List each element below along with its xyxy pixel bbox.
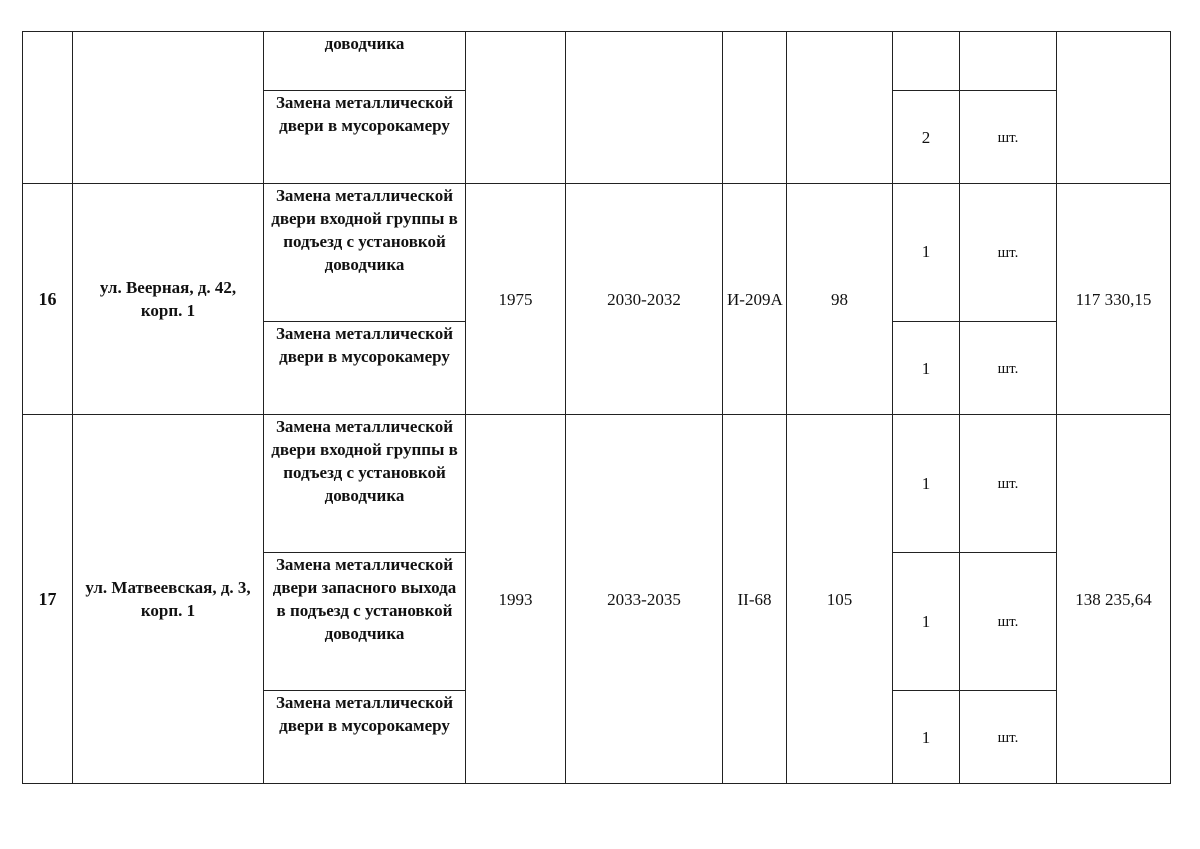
work-cell: Замена металлической двери входной группы в подъезд с установкой доводчика (264, 184, 466, 322)
qty-cell: 1 (893, 691, 960, 784)
unit-label: шт. (997, 129, 1019, 146)
qty-cell (893, 32, 960, 91)
work-cell: доводчика (264, 32, 466, 91)
table-row (23, 415, 1171, 553)
qty-cell: 1 (893, 322, 960, 415)
row-number-cell: 17 (23, 415, 73, 784)
unit-cell (960, 415, 1057, 553)
series-cell: И-209А (723, 184, 787, 415)
qty-cell: 1 (893, 415, 960, 553)
series-cell: II-68 (723, 415, 787, 784)
unit-cell (960, 32, 1057, 91)
unit-label: шт. (997, 729, 1019, 746)
cost-cell (1057, 32, 1171, 184)
repair-table (22, 31, 1171, 784)
cost-cell: 117 330,15 (1057, 184, 1171, 415)
year-cell: 1993 (466, 415, 566, 784)
unit-cell (960, 184, 1057, 322)
unit-cell (960, 691, 1057, 784)
work-cell: Замена металлической двери запасного выхода в подъезд с установкой доводчика (264, 553, 466, 691)
address-cell: ул. Матвеевская, д. 3, корп. 1 (73, 415, 264, 784)
unit-label: шт. (997, 245, 1019, 261)
year-cell (466, 32, 566, 184)
unit-cell (960, 322, 1057, 415)
period-cell: 2033-2035 (566, 415, 723, 784)
qty-cell: 1 (893, 184, 960, 322)
table-row (23, 32, 1171, 91)
row-number-cell: 16 (23, 184, 73, 415)
unit-label: шт. (997, 476, 1019, 492)
apartments-cell: 105 (787, 415, 893, 784)
period-cell (566, 32, 723, 184)
work-cell: Замена металлической двери в мусорокамеру (264, 91, 466, 184)
work-cell: Замена металлической двери в мусорокамеру (264, 691, 466, 784)
unit-cell (960, 91, 1057, 184)
unit-label: шт. (997, 360, 1019, 377)
series-cell (723, 32, 787, 184)
period-cell: 2030-2032 (566, 184, 723, 415)
qty-cell: 2 (893, 91, 960, 184)
row-number-cell (23, 32, 73, 184)
unit-cell (960, 553, 1057, 691)
apartments-cell (787, 32, 893, 184)
apartments-cell: 98 (787, 184, 893, 415)
year-cell: 1975 (466, 184, 566, 415)
unit-label: шт. (997, 614, 1019, 630)
address-cell: ул. Веерная, д. 42, корп. 1 (73, 184, 264, 415)
address-cell (73, 32, 264, 184)
work-cell: Замена металлической двери входной группы в подъезд с установкой доводчика (264, 415, 466, 553)
table-row (23, 184, 1171, 322)
work-cell: Замена металлической двери в мусорокамеру (264, 322, 466, 415)
cost-cell: 138 235,64 (1057, 415, 1171, 784)
qty-cell: 1 (893, 553, 960, 691)
